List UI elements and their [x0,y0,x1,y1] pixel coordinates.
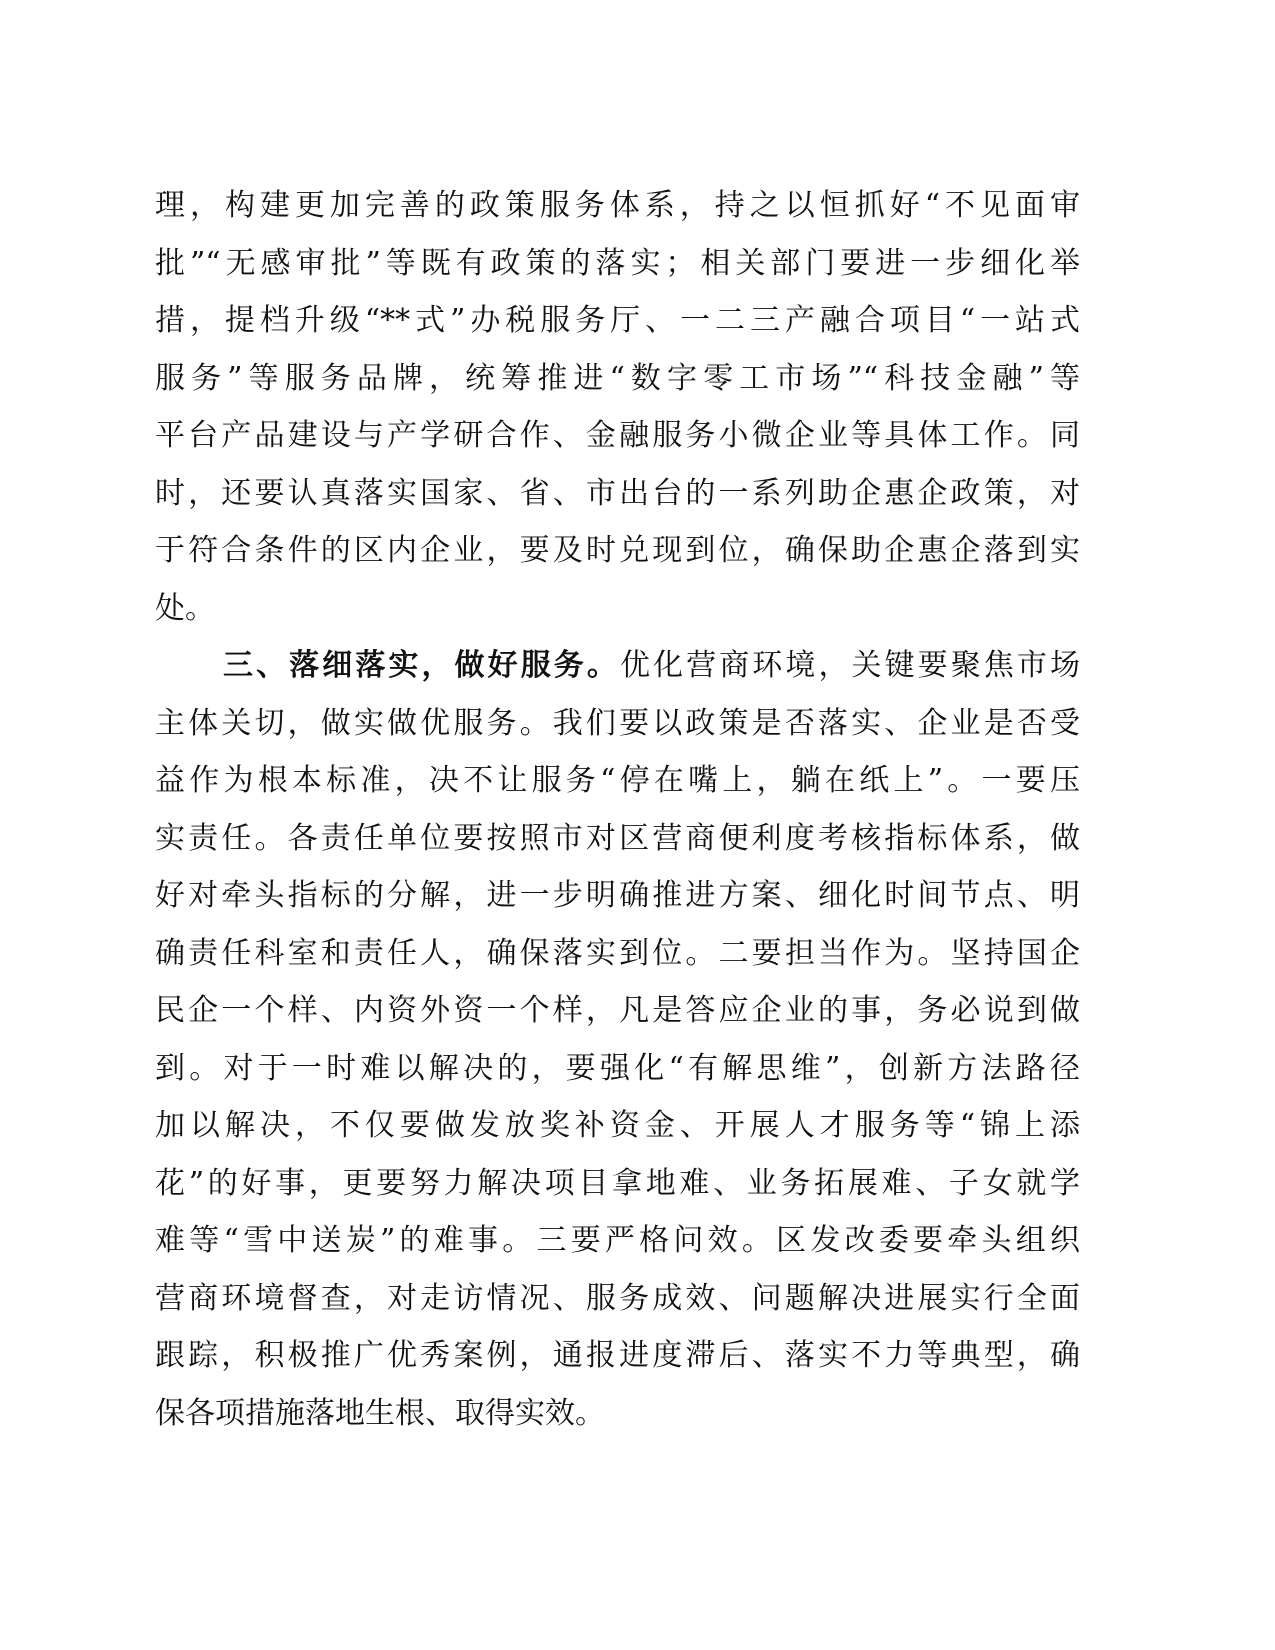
text-line: 处。 [155,590,215,626]
text-line: 确责任科室和责任人，确保落实到位。二要担当作为。坚持国企 [155,935,1080,971]
document-body [155,177,1080,1442]
text-line: 益作为根本标准，决不让服务“停在嘴上，躺在纸上”。一要压 [155,763,1080,798]
text-line: 好对牵头指标的分解，进一步明确推进方案、细化时间节点、明 [155,878,1080,913]
text-line: 于符合条件的区内企业，要及时兑现到位，确保助企惠企落到实 [155,533,1080,568]
text-line: 难等“雪中送炭”的难事。三要严格问效。区发改委要牵头组织 [155,1223,1080,1258]
heading-continuation: 优化营商环境，关键要聚焦市场 [619,648,1081,683]
text-line: 平台产品建设与产学研合作、金融服务小微企业等具体工作。同 [155,418,1080,453]
paragraph-2 [155,637,1080,1442]
text-line: 花”的好事，更要努力解决项目拿地难、业务拓展难、子女就学 [155,1165,1080,1201]
text-line: 保各项措施落地生根、取得实效。 [155,1395,605,1431]
text-line: 服务”等服务品牌，统筹推进“数字零工市场”“科技金融”等 [155,360,1080,396]
section-heading: 三、落细落实，做好服务。 [223,648,620,683]
text-line: 到。对于一时难以解决的，要强化“有解思维”，创新方法路径 [155,1050,1080,1086]
text-line: 跟踪，积极推广优秀案例，通报进度滞后、落实不力等典型，确 [155,1338,1080,1373]
text-line: 营商环境督查，对走访情况、服务成效、问题解决进展实行全面 [155,1280,1080,1316]
text-line: 实责任。各责任单位要按照市对区营商便利度考核指标体系，做 [155,820,1080,856]
text-line: 时，还要认真落实国家、省、市出台的一系列助企惠企政策，对 [155,475,1080,511]
text-line: 批”“无感审批”等既有政策的落实；相关部门要进一步细化举 [155,245,1080,281]
paragraph-1 [155,177,1080,637]
text-line: 措，提档升级“**式”办税服务厅、一二三产融合项目“一站式 [155,303,1080,338]
text-line: 主体关切，做实做优服务。我们要以政策是否落实、企业是否受 [155,705,1080,741]
text-line: 理，构建更加完善的政策服务体系，持之以恒抓好“不见面审 [155,188,1080,223]
text-line: 加以解决，不仅要做发放奖补资金、开展人才服务等“锦上添 [155,1108,1080,1143]
text-line-first [155,637,1080,695]
text-line: 民企一个样、内资外资一个样，凡是答应企业的事，务必说到做 [155,993,1080,1028]
